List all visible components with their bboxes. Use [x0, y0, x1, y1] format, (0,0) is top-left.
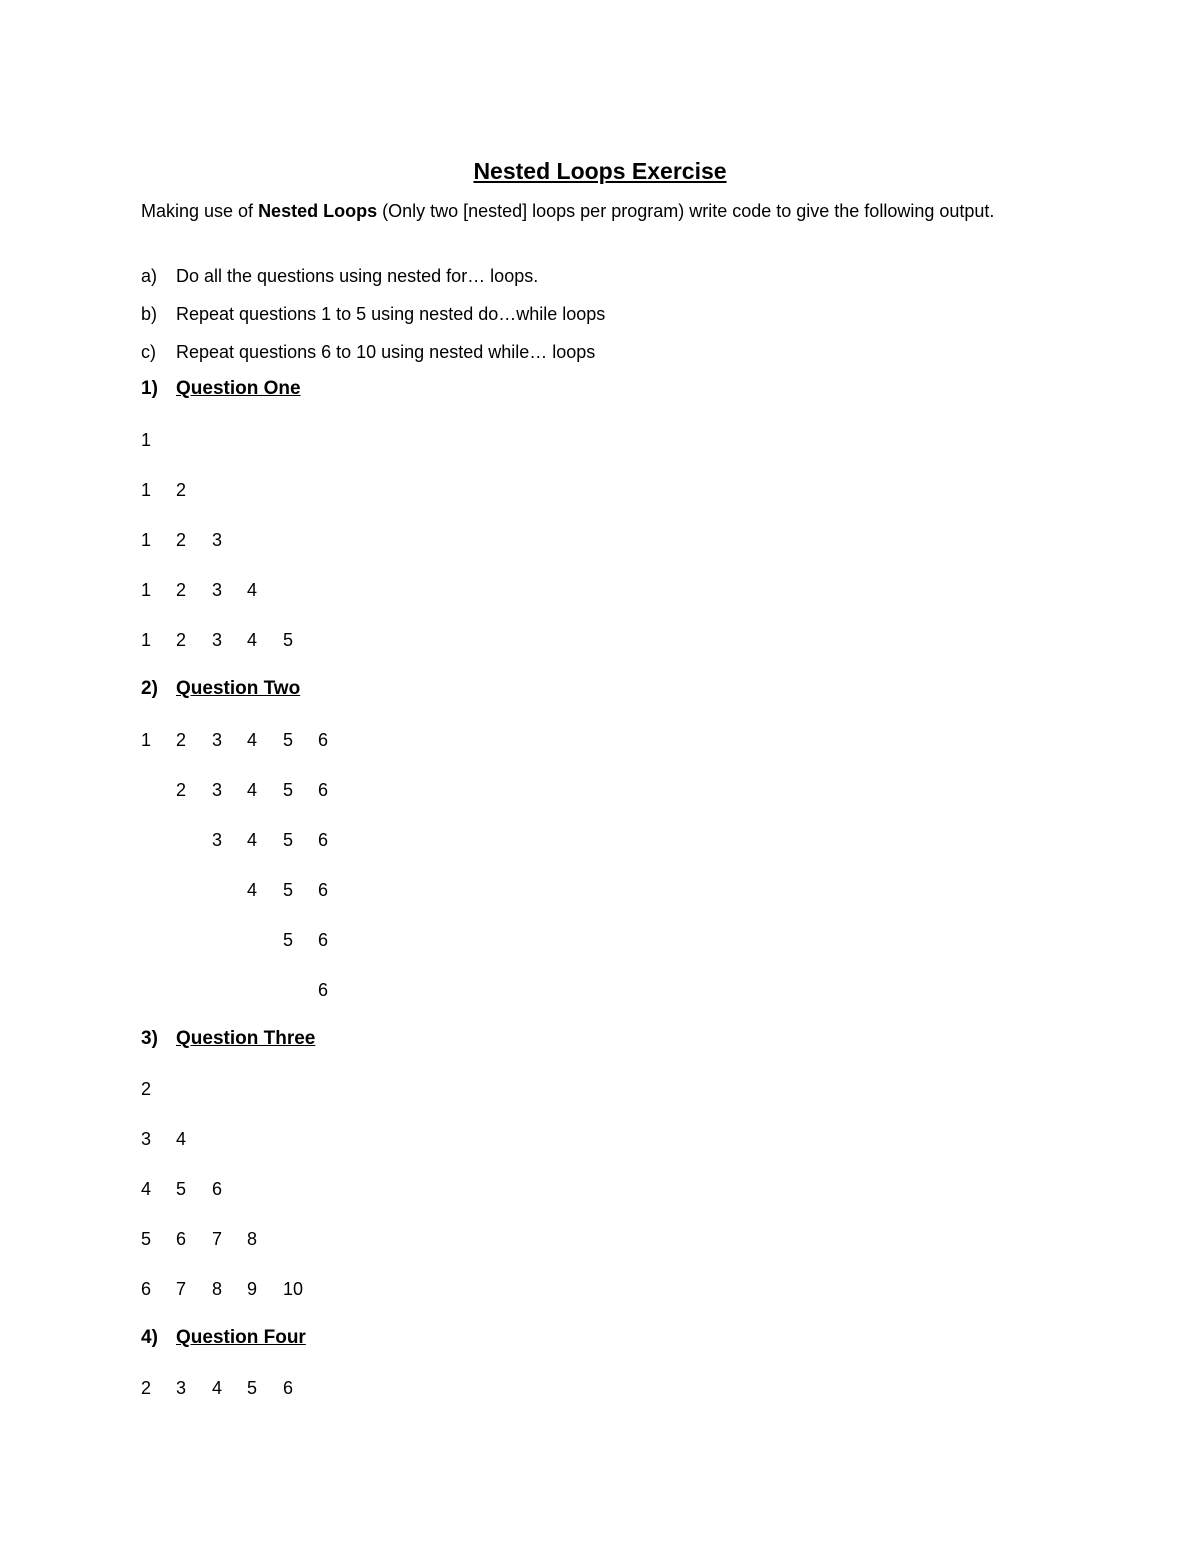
instruction-text: Do all the questions using nested for… loops.	[176, 266, 539, 286]
output-number: 4	[176, 1129, 187, 1149]
output-number: 6	[212, 1179, 223, 1199]
output-number: 3	[212, 530, 223, 550]
question-title: Question Two	[176, 678, 301, 699]
output-number: 8	[212, 1279, 223, 1299]
output-number: 2	[141, 1378, 152, 1398]
output-number: 6	[176, 1229, 187, 1249]
output-number: 4	[247, 630, 258, 650]
output-number: 6	[318, 780, 329, 800]
instruction-marker: b)	[141, 304, 158, 324]
intro-paragraph	[141, 198, 1058, 225]
output-number: 3	[141, 1129, 152, 1149]
output-number: 2	[176, 530, 187, 550]
output-number: 6	[318, 930, 329, 950]
intro-suffix: (Only two [nested] loops per program) write code to give the following output.	[377, 201, 995, 221]
question-three-heading	[141, 1026, 315, 1052]
output-number: 2	[176, 630, 187, 650]
output-number: 4	[247, 830, 258, 850]
output-number: 1	[141, 630, 152, 650]
output-number: 6	[141, 1279, 152, 1299]
output-number: 3	[212, 780, 223, 800]
page-title: Nested Loops Exercise	[473, 158, 727, 184]
output-number: 5	[141, 1229, 152, 1249]
output-number: 7	[176, 1279, 187, 1299]
output-number: 7	[212, 1229, 223, 1249]
question-title: Question Four	[176, 1327, 306, 1348]
instruction-text: Repeat questions 6 to 10 using nested while… loops	[176, 342, 596, 362]
output-number: 6	[318, 730, 329, 750]
output-number: 3	[212, 630, 223, 650]
output-number: 1	[141, 530, 152, 550]
output-number: 5	[176, 1179, 187, 1199]
instruction-text: Repeat questions 1 to 5 using nested do…while loops	[176, 304, 606, 324]
output-number: 4	[247, 880, 258, 900]
output-number: 9	[247, 1279, 258, 1299]
instruction-marker: a)	[141, 266, 158, 286]
output-number: 1	[141, 580, 152, 600]
output-number: 5	[283, 830, 294, 850]
output-number: 4	[141, 1179, 152, 1199]
instruction-marker: c)	[141, 342, 156, 362]
output-number: 4	[212, 1378, 223, 1398]
output-number: 5	[283, 630, 294, 650]
intro-bold: Nested Loops	[258, 201, 378, 221]
output-number: 4	[247, 730, 258, 750]
question-title: Question Three	[176, 1028, 316, 1049]
output-number: 4	[247, 780, 258, 800]
output-number: 8	[247, 1229, 258, 1249]
output-number: 3	[212, 730, 223, 750]
instruction-a	[141, 264, 538, 288]
question-number: 3)	[141, 1028, 158, 1049]
output-number: 6	[283, 1378, 294, 1398]
output-number: 5	[247, 1378, 258, 1398]
question-number: 1)	[141, 378, 158, 399]
output-number: 10	[283, 1279, 304, 1299]
question-title: Question One	[176, 378, 301, 399]
output-number: 2	[176, 780, 187, 800]
output-number: 5	[283, 930, 294, 950]
question-number: 4)	[141, 1327, 158, 1348]
output-number: 3	[212, 580, 223, 600]
output-number: 3	[176, 1378, 187, 1398]
output-number: 1	[141, 480, 152, 500]
output-number: 5	[283, 780, 294, 800]
question-number: 2)	[141, 678, 158, 699]
output-number: 1	[141, 730, 152, 750]
intro-prefix: Making use of	[141, 201, 259, 221]
output-number: 2	[176, 580, 187, 600]
instruction-c	[141, 340, 595, 364]
question-two-heading	[141, 676, 300, 702]
output-number: 4	[247, 580, 258, 600]
output-number: 2	[141, 1079, 152, 1099]
output-number: 6	[318, 830, 329, 850]
output-number: 3	[212, 830, 223, 850]
question-one-heading	[141, 376, 301, 402]
output-number: 2	[176, 480, 187, 500]
output-number: 5	[283, 880, 294, 900]
output-number: 5	[283, 730, 294, 750]
question-four-heading	[141, 1325, 306, 1351]
output-number: 1	[141, 430, 152, 450]
instruction-b	[141, 302, 605, 326]
output-number: 2	[176, 730, 187, 750]
output-number: 6	[318, 880, 329, 900]
output-number: 6	[318, 980, 329, 1000]
